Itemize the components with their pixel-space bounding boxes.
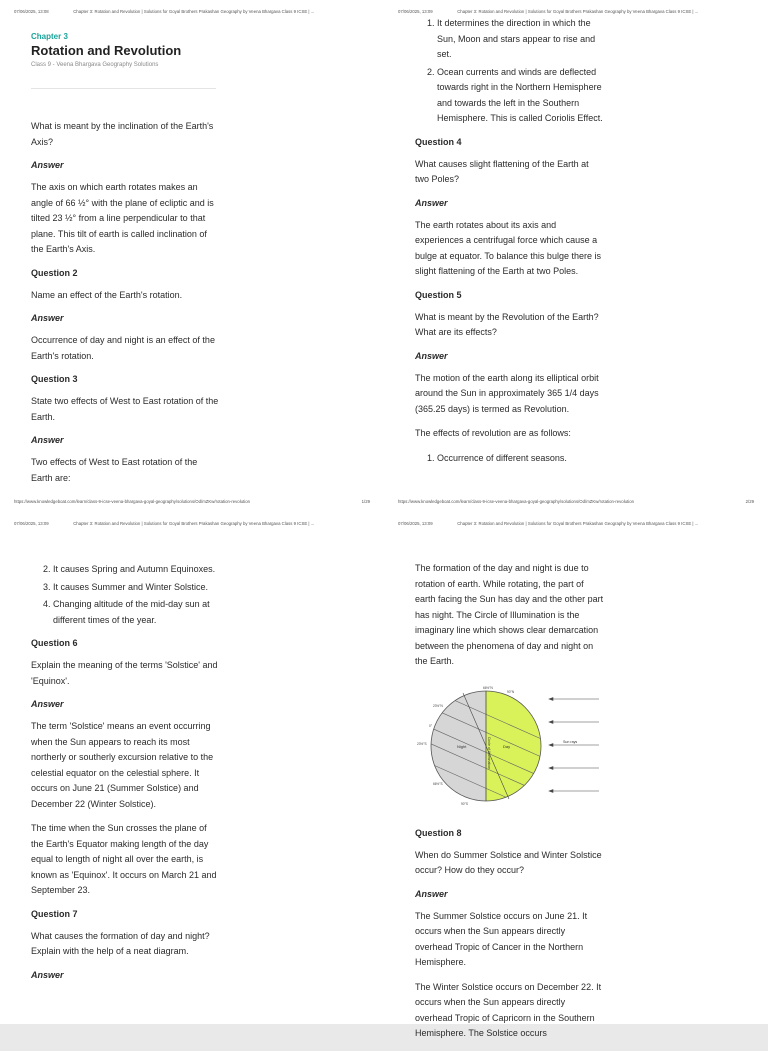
print-date: 07/06/2025, 13:08 (14, 9, 49, 14)
question-8-text: When do Summer Solstice and Winter Solstice occur? How do they occur? (415, 849, 602, 875)
print-title: Chapter 3: Rotation and Revolution | Solutions for Goyal Brothers Prakashan Geography by Veena Bhargava Class 9 ICSE | ... (457, 9, 699, 14)
question-7-text: What causes the formation of day and night? Explain with the help of a neat diagram. (31, 930, 210, 956)
answer-label: Answer (415, 888, 448, 899)
sun-rays (549, 697, 599, 792)
list-item: 4. Changing altitude of the mid-day sun at different times of the year. (53, 597, 221, 628)
answer-label: Answer (415, 197, 448, 208)
page-subtitle: Class 9 - Veena Bhargava Geography Solutions (31, 62, 159, 68)
print-url: https://www.knowledgeboat.com/learn/class-9-icse-veena-bhargava-goyal-geography/solutions/Od/mZKw/rotation-revolution (398, 499, 634, 504)
print-footer (398, 499, 754, 504)
question-8-label: Question 8 (415, 827, 462, 838)
page-title: Rotation and Revolution (31, 43, 182, 58)
page-1 (0, 0, 384, 512)
question-3-label: Question 3 (31, 374, 78, 384)
illumination-label: Circle of Illumination (487, 736, 491, 769)
answer-5-text: The motion of the earth along its elliptical orbit around the Sun in approximately 365 1/4 days (365.25 days) is termed as Revolution. (415, 372, 599, 414)
question-6-label: Question 6 (31, 638, 78, 648)
question-6-text: Explain the meaning of the terms 'Solstice' and 'Equinox'. (31, 660, 218, 686)
lat-label: 23½°S (417, 741, 427, 746)
answer-5-text-b: The effects of revolution are as follows: (415, 428, 571, 438)
answer-label: Answer (415, 350, 448, 361)
page-3-content (31, 562, 221, 990)
answer-label: Answer (31, 160, 64, 170)
print-page-number: 1/29 (361, 499, 370, 504)
answer-4-text: The earth rotates about its axis and experiences a centrifugal force which cause a bulge at equator. To balance this bulge there is slight flattening of the Earth at two Poles. (415, 219, 601, 276)
page-1-content (31, 32, 221, 495)
answer-1-text: The axis on which earth rotates makes an angle of 66 ½° with the plane of ecliptic and is tilted 23 ½° from a line perpendicular to that plane. This tilt of earth is called inclination of the Earth's Axis. (31, 182, 214, 254)
day-night-diagram (415, 683, 605, 808)
day-label: Day (503, 743, 511, 749)
answer-6-text: The term 'Solstice' means an event occurring when the Sun appears to reach its most northerly or southerly excursion relative to the celestial equator on the celestial sphere. It occurs on June 21 (Summer Solstice) and December 22 (Winter Solstice). (31, 721, 214, 809)
question-5-text: What is meant by the Revolution of the Earth? What are its effects? (415, 311, 599, 337)
revolution-effects-list (415, 451, 605, 467)
print-date: 07/06/2025, 13:09 (14, 521, 49, 526)
revolution-effects-list-cont (31, 562, 221, 628)
list-item: 1. It determines the direction in which the Sun, Moon and stars appear to rise and set. (437, 16, 605, 63)
page-3 (0, 512, 384, 1024)
question-2-label: Question 2 (31, 267, 78, 278)
answer-6-text-b: The time when the Sun crosses the plane of the Earth's Equator making length of the day equal to length of night all over the earth, is known as 'Equinox'. It occurs on March 21 and September 23. (31, 823, 217, 895)
chapter-label[interactable]: Chapter 3 (31, 32, 68, 41)
print-title: Chapter 3: Rotation and Revolution | Solutions for Goyal Brothers Prakashan Geography by Veena Bhargava Class 9 ICSE | ... (457, 521, 699, 526)
answer-label: Answer (31, 313, 64, 323)
effects-list (415, 16, 605, 127)
print-header (398, 521, 760, 526)
print-header (14, 9, 376, 14)
question-3-text: State two effects of West to East rotation of the Earth. (31, 396, 219, 422)
page-4 (384, 512, 768, 1038)
lat-label: 23½°N (433, 703, 443, 708)
print-page-number: 2/29 (745, 499, 754, 504)
answer-label: Answer (31, 435, 64, 445)
lat-label: 0° (429, 723, 433, 728)
sun-rays-label: Sun rays (563, 739, 578, 744)
page-4-content (415, 561, 605, 1051)
question-7-label: Question 7 (31, 908, 78, 919)
answer-label: Answer (31, 969, 64, 980)
lat-label: 90°N (507, 689, 515, 694)
answer-7-text: The formation of the day and night is due to rotation of earth. While rotating, the part of earth facing the Sun has day and the other part has night. The Circle of Illumination is the imaginary line which shows clear demarcation between the phenomena of day and night on the Earth. (415, 563, 604, 666)
question-1-text: What is meant by the inclination of the Earth's Axis? (31, 121, 214, 147)
page-2 (384, 0, 768, 512)
print-footer (14, 499, 370, 504)
print-url: https://www.knowledgeboat.com/learn/class-9-icse-veena-bhargava-goyal-geography/solutions/Od/mZKw/rotation-revolution (14, 499, 250, 504)
question-4-text: What causes slight flattening of the Earth at two Poles? (415, 158, 589, 184)
print-header (14, 521, 376, 526)
answer-3-text: Two effects of West to East rotation of the Earth are: (31, 457, 198, 483)
list-item: 3. It causes Summer and Winter Solstice. (53, 580, 221, 596)
question-5-label: Question 5 (415, 289, 462, 300)
question-4-label: Question 4 (415, 136, 462, 147)
list-item: 1. Occurrence of different seasons. (437, 451, 605, 467)
print-title: Chapter 3: Rotation and Revolution | Solutions for Goyal Brothers Prakashan Geography by Veena Bhargava Class 9 ICSE | ... (73, 9, 315, 14)
lat-label: 66½°N (483, 685, 493, 690)
divider (31, 88, 216, 89)
lat-label: 66½°S (433, 781, 443, 786)
lat-label: 90°S (461, 801, 468, 806)
day-hemisphere (486, 683, 566, 808)
page-2-content (415, 16, 605, 475)
list-item: 2. Ocean currents and winds are deflected towards right in the Northern Hemisphere and towards the left in the Southern Hemisphere. This is called Coriolis Effect. (437, 65, 605, 127)
answer-8-text-b: The Winter Solstice occurs on December 22. It occurs when the Sun appears directly overhead Tropic of Capricorn in the Southern Hemisphere. The Solstice occurs (415, 981, 602, 1038)
answer-2-text: Occurrence of day and night is an effect of the Earth's rotation. (31, 335, 215, 361)
print-date: 07/06/2025, 13:09 (398, 9, 433, 14)
print-header (398, 9, 760, 14)
question-2-text: Name an effect of the Earth's rotation. (31, 289, 183, 300)
print-date: 07/06/2025, 13:09 (398, 521, 433, 526)
night-label: Night (457, 743, 467, 749)
answer-8-text: The Summer Solstice occurs on June 21. It occurs when the Sun appears directly overhead Tropic of Cancer in the Northern Hemisphere. (415, 910, 588, 967)
print-title: Chapter 3: Rotation and Revolution | Solutions for Goyal Brothers Prakashan Geography by Veena Bhargava Class 9 ICSE | ... (73, 521, 315, 526)
answer-label: Answer (31, 699, 64, 709)
list-item: 2. It causes Spring and Autumn Equinoxes. (53, 562, 221, 578)
